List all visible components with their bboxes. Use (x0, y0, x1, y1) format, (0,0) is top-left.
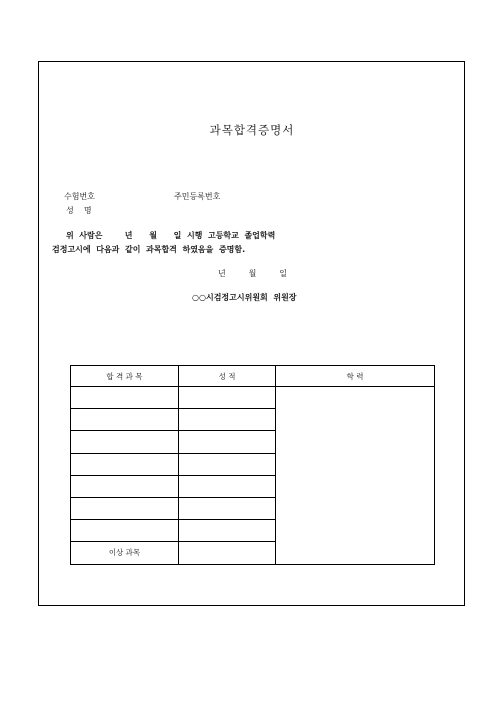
statement-line-1: 위 사람은 년 월 일 시행 고등학교 졸업학력 (66, 231, 276, 240)
subject-cell (71, 431, 179, 453)
resident-number-label: 주민등록번호 (174, 192, 221, 201)
score-cell (179, 431, 276, 453)
score-cell (179, 453, 276, 475)
subject-cell (71, 453, 179, 475)
score-cell (179, 409, 276, 431)
statement-line-2: 검정고시에 다음과 같이 과목합격 하였음을 증명함. (52, 245, 246, 254)
table-header-row (71, 366, 435, 387)
subject-pass-table (70, 365, 435, 565)
total-subjects-label: 이상 과목 (71, 542, 179, 564)
header-score: 성 적 (179, 366, 276, 387)
subject-cell (71, 387, 179, 409)
score-cell (179, 542, 276, 564)
score-cell (179, 520, 276, 542)
exam-number-label: 수험번호 (64, 192, 95, 201)
subject-cell (71, 409, 179, 431)
score-cell (179, 497, 276, 519)
score-cell (179, 475, 276, 497)
name-label: 성 명 (66, 206, 92, 215)
table-row (71, 387, 435, 409)
document-title: 과목합격증명서 (209, 123, 295, 137)
issuer-signature: ○○시검정고시위원회 위원장 (192, 293, 297, 302)
subject-cell (71, 520, 179, 542)
header-education: 학 력 (276, 366, 435, 387)
header-passed-subjects: 합 격 과 목 (71, 366, 179, 387)
education-cell (276, 387, 435, 565)
subject-cell (71, 497, 179, 519)
date-line: 년 월 일 (218, 269, 287, 278)
score-cell (179, 387, 276, 409)
subject-cell (71, 475, 179, 497)
